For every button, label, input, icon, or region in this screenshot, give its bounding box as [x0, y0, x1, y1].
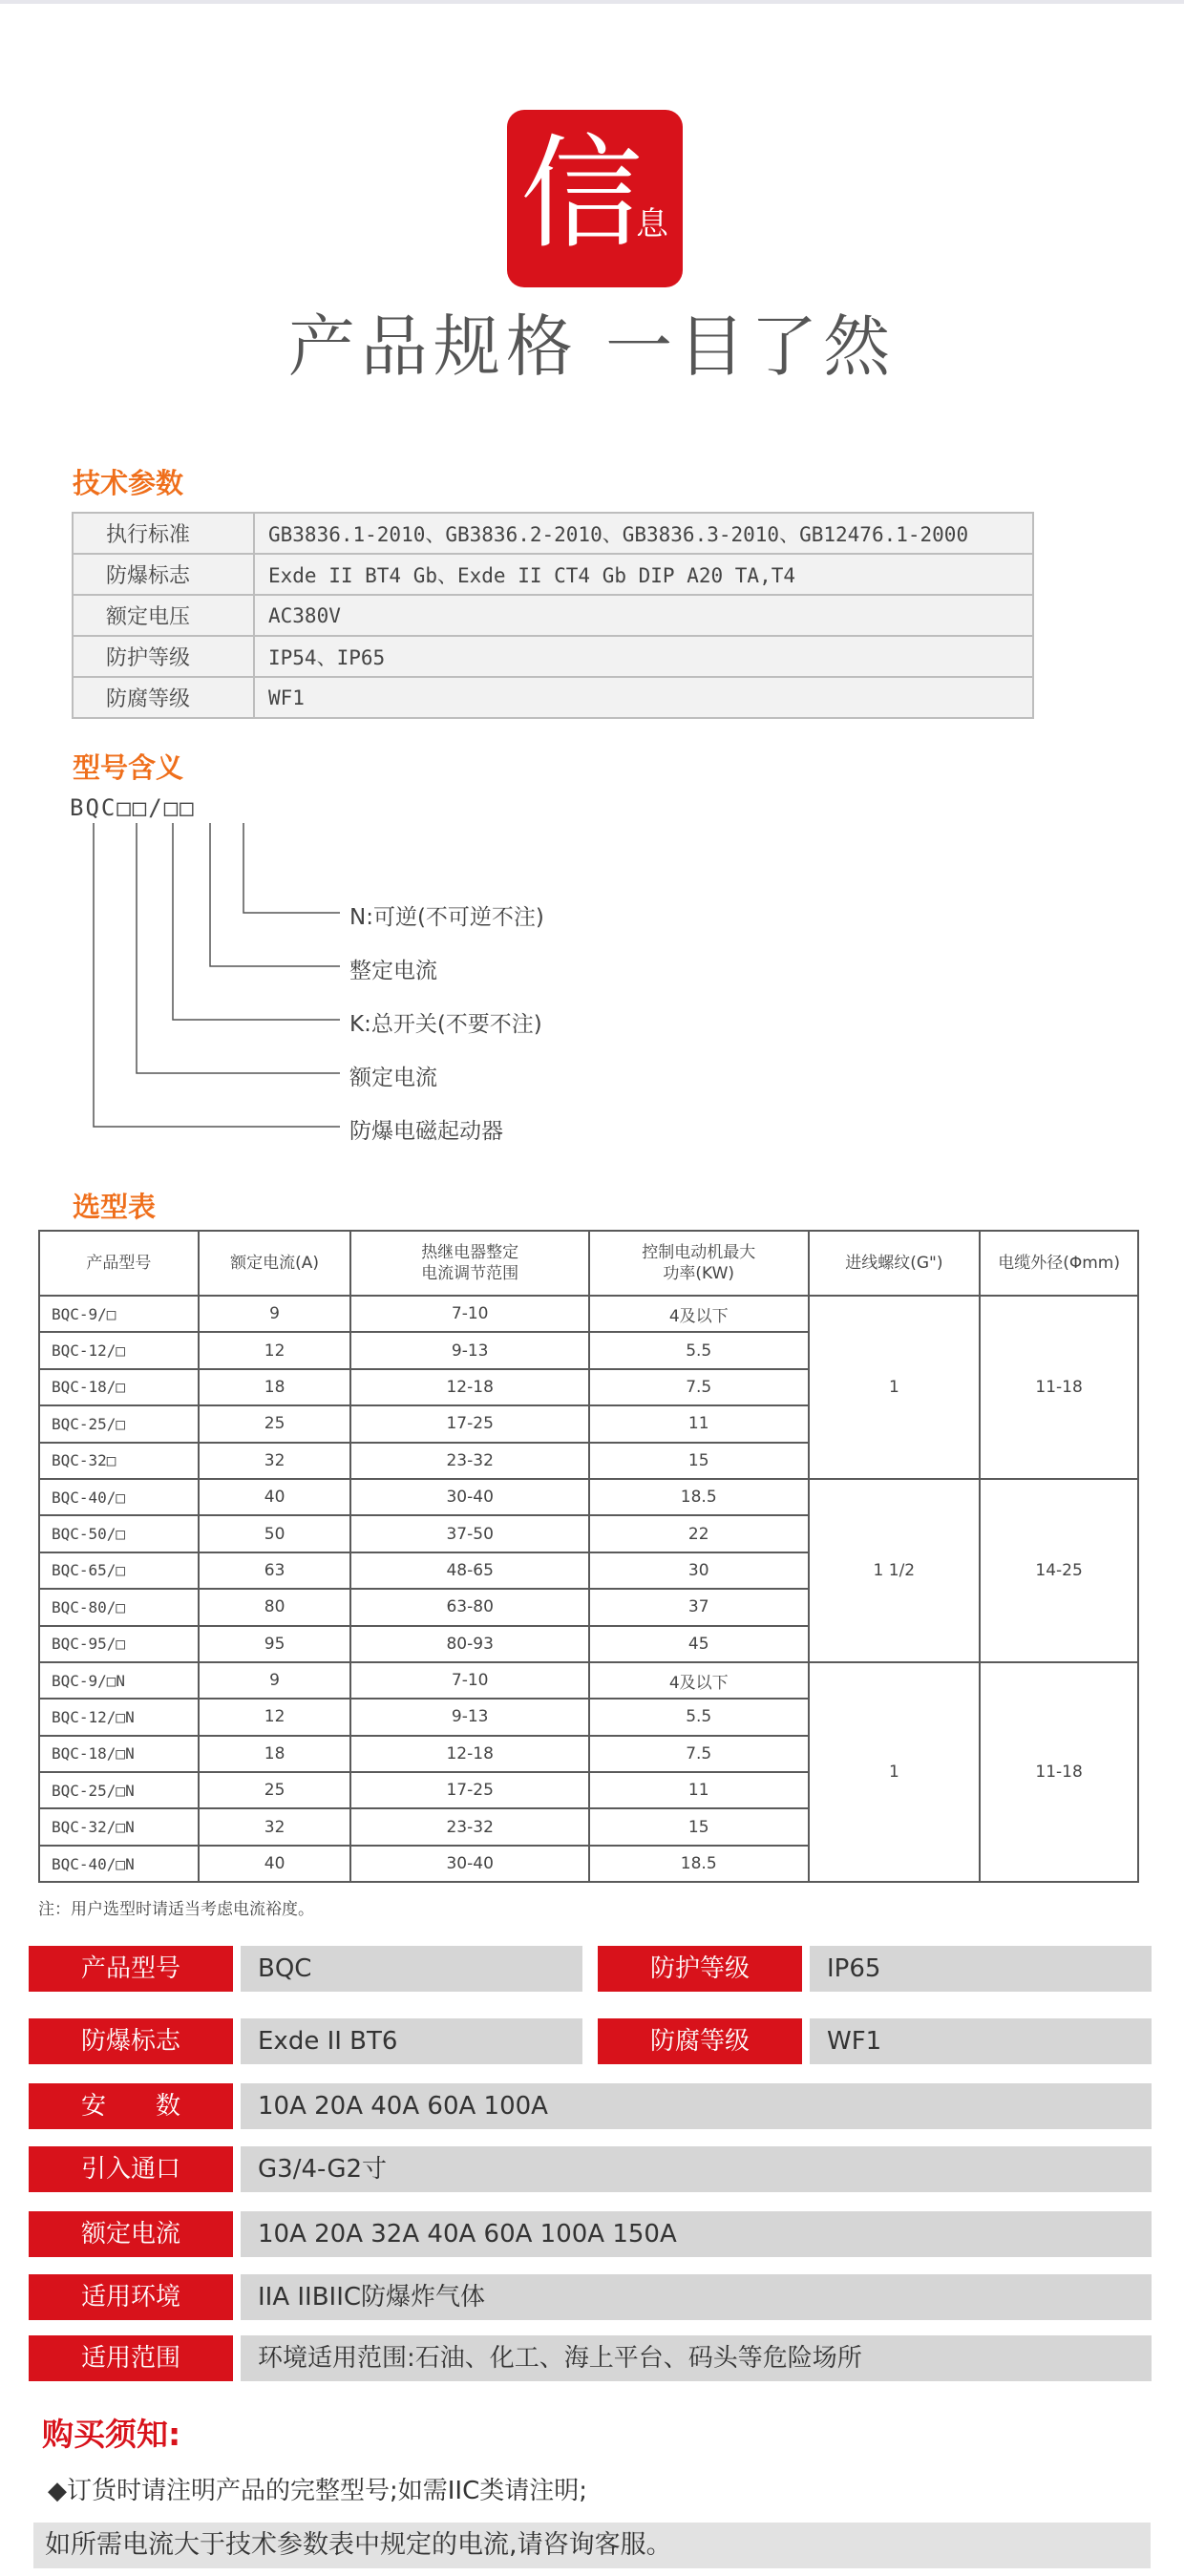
selection-note: 注：用户选型时请适当考虑电流裕度。: [38, 1900, 314, 1919]
power-cell: 4及以下: [589, 1296, 809, 1332]
range-cell: 48-65: [350, 1552, 589, 1589]
purchase-notes-title: 购买须知:: [42, 2416, 181, 2453]
power-cell: 22: [589, 1515, 809, 1552]
feature-label: 防腐等级: [598, 2018, 802, 2064]
selection-section-title: 选型表: [73, 1191, 157, 1223]
feature-value: G3/4-G2寸: [241, 2146, 1152, 2192]
model-section-title: 型号含义: [73, 751, 184, 784]
feature-row-ex-mark: [29, 2018, 582, 2064]
table-row: [39, 1662, 1138, 1699]
range-cell: 17-25: [350, 1772, 589, 1808]
power-cell: 11: [589, 1772, 809, 1808]
feature-value: IIA IIBIIC防爆炸气体: [241, 2274, 1152, 2320]
current-cell: 80: [199, 1589, 351, 1625]
feature-row-amps: [29, 2083, 1152, 2129]
feature-value: Exde II BT6: [241, 2018, 582, 2064]
power-cell: 45: [589, 1626, 809, 1662]
power-cell: 18.5: [589, 1846, 809, 1882]
model-cell: BQC-50/□: [39, 1515, 199, 1552]
range-cell: 63-80: [350, 1589, 589, 1625]
model-cell: BQC-32□: [39, 1443, 199, 1479]
feature-value: WF1: [810, 2018, 1152, 2064]
param-key: 执行标准: [73, 513, 254, 554]
range-cell: 23-32: [350, 1443, 589, 1479]
power-cell: 11: [589, 1405, 809, 1442]
model-label-k: K:总开关(不要不注): [349, 1012, 542, 1037]
table-row: [39, 1479, 1138, 1515]
range-cell: 37-50: [350, 1515, 589, 1552]
current-cell: 18: [199, 1736, 351, 1772]
range-cell: 30-40: [350, 1846, 589, 1882]
param-value: IP54、IP65: [254, 636, 1033, 677]
current-cell: 32: [199, 1808, 351, 1845]
feature-value: 环境适用范围:石油、化工、海上平台、码头等危险场所: [241, 2335, 1152, 2381]
model-cell: BQC-12/□: [39, 1332, 199, 1368]
power-cell: 15: [589, 1808, 809, 1845]
col-header: 电缆外径(Φmm): [980, 1231, 1138, 1296]
purchase-note-1: ◆订货时请注明产品的完整型号;如需IIC类请注明;: [48, 2477, 588, 2505]
current-cell: 32: [199, 1443, 351, 1479]
thread-cell: 1: [809, 1296, 981, 1479]
current-cell: 9: [199, 1296, 351, 1332]
model-cell: BQC-18/□: [39, 1369, 199, 1405]
current-cell: 18: [199, 1369, 351, 1405]
model-diagram-lines: [0, 0, 1184, 1174]
power-cell: 4及以下: [589, 1662, 809, 1699]
line-rated-current: [137, 823, 340, 1073]
param-value: AC380V: [254, 595, 1033, 636]
model-cell: BQC-32/□N: [39, 1808, 199, 1845]
feature-label: 防护等级: [598, 1946, 802, 1992]
col-header: 产品型号: [39, 1231, 199, 1296]
model-cell: BQC-80/□: [39, 1589, 199, 1625]
feature-label: 安 数: [29, 2083, 233, 2129]
current-cell: 50: [199, 1515, 351, 1552]
current-cell: 9: [199, 1662, 351, 1699]
power-cell: 5.5: [589, 1332, 809, 1368]
current-cell: 25: [199, 1405, 351, 1442]
power-cell: 37: [589, 1589, 809, 1625]
model-cell: BQC-18/□N: [39, 1736, 199, 1772]
param-key: 防爆标志: [73, 554, 254, 595]
range-cell: 7-10: [350, 1296, 589, 1332]
feature-row-rated-current: [29, 2211, 1152, 2257]
param-value: GB3836.1-2010、GB3836.2-2010、GB3836.3-2010、GB12476.1-2000: [254, 513, 1033, 554]
model-code: BQC□□/□□: [70, 794, 196, 821]
model-cell: BQC-95/□: [39, 1626, 199, 1662]
power-cell: 7.5: [589, 1736, 809, 1772]
range-cell: 7-10: [350, 1662, 589, 1699]
line-starter: [94, 823, 340, 1127]
param-key: 防腐等级: [73, 677, 254, 718]
model-cell: BQC-12/□N: [39, 1699, 199, 1735]
col-header: 额定电流(A): [199, 1231, 351, 1296]
range-cell: 80-93: [350, 1626, 589, 1662]
cable-cell: 11-18: [980, 1662, 1138, 1882]
logo-big-char: 信: [520, 123, 644, 265]
power-cell: 15: [589, 1443, 809, 1479]
table-header-row: [39, 1231, 1138, 1296]
current-cell: 12: [199, 1699, 351, 1735]
col-header: 控制电动机最大 功率(KW): [589, 1231, 809, 1296]
model-cell: BQC-25/□: [39, 1405, 199, 1442]
range-cell: 12-18: [350, 1369, 589, 1405]
current-cell: 25: [199, 1772, 351, 1808]
feature-value: 10A 20A 32A 40A 60A 100A 150A: [241, 2211, 1152, 2257]
power-cell: 18.5: [589, 1479, 809, 1515]
model-cell: BQC-65/□: [39, 1552, 199, 1589]
model-cell: BQC-40/□N: [39, 1846, 199, 1882]
cable-cell: 11-18: [980, 1296, 1138, 1479]
purchase-note-2: 如所需电流大于技术参数表中规定的电流,请咨询客服。: [33, 2523, 1151, 2568]
power-cell: 30: [589, 1552, 809, 1589]
param-key: 防护等级: [73, 636, 254, 677]
range-cell: 12-18: [350, 1736, 589, 1772]
feature-row-anticorrosion: [598, 2018, 1152, 2064]
thread-cell: 1 1/2: [809, 1479, 981, 1662]
table-row: [39, 1296, 1138, 1332]
model-cell: BQC-9/□N: [39, 1662, 199, 1699]
feature-value: BQC: [241, 1946, 582, 1992]
col-header: 热继电器整定 电流调节范围: [350, 1231, 589, 1296]
cable-cell: 14-25: [980, 1479, 1138, 1662]
line-n: [243, 823, 340, 913]
power-cell: 7.5: [589, 1369, 809, 1405]
range-cell: 23-32: [350, 1808, 589, 1845]
current-cell: 40: [199, 1846, 351, 1882]
range-cell: 9-13: [350, 1332, 589, 1368]
param-key: 额定电压: [73, 595, 254, 636]
line-k: [173, 823, 340, 1020]
current-cell: 95: [199, 1626, 351, 1662]
feature-row-environment: [29, 2274, 1152, 2320]
line-setting-current: [210, 823, 340, 966]
model-cell: BQC-25/□N: [39, 1772, 199, 1808]
model-label-setting-current: 整定电流: [349, 959, 437, 983]
col-header: 进线螺纹(G"): [809, 1231, 981, 1296]
feature-row-scope: [29, 2335, 1152, 2381]
feature-value: 10A 20A 40A 60A 100A: [241, 2083, 1152, 2129]
model-label-n: N:可逆(不可逆不注): [349, 905, 544, 930]
range-cell: 9-13: [350, 1699, 589, 1735]
model-cell: BQC-40/□: [39, 1479, 199, 1515]
thread-cell: 1: [809, 1662, 981, 1882]
logo-small-char: 息: [636, 205, 668, 243]
feature-label: 适用范围: [29, 2335, 233, 2381]
feature-row-model: [29, 1946, 582, 1992]
current-cell: 40: [199, 1479, 351, 1515]
page-headline: 产品规格 一目了然: [287, 307, 897, 386]
feature-label: 防爆标志: [29, 2018, 233, 2064]
selection-table: [38, 1230, 1139, 1883]
feature-label: 产品型号: [29, 1946, 233, 1992]
current-cell: 63: [199, 1552, 351, 1589]
feature-row-inlet: [29, 2146, 1152, 2192]
power-cell: 5.5: [589, 1699, 809, 1735]
feature-label: 引入通口: [29, 2146, 233, 2192]
range-cell: 17-25: [350, 1405, 589, 1442]
feature-label: 额定电流: [29, 2211, 233, 2257]
tech-section-title: 技术参数: [73, 467, 184, 499]
current-cell: 12: [199, 1332, 351, 1368]
feature-value: IP65: [810, 1946, 1152, 1992]
model-label-starter: 防爆电磁起动器: [349, 1119, 503, 1144]
model-cell: BQC-9/□: [39, 1296, 199, 1332]
feature-row-protection: [598, 1946, 1152, 1992]
param-value: WF1: [254, 677, 1033, 718]
model-label-rated-current: 额定电流: [349, 1066, 437, 1090]
range-cell: 30-40: [350, 1479, 589, 1515]
feature-label: 适用环境: [29, 2274, 233, 2320]
param-value: Exde II BT4 Gb、Exde II CT4 Gb DIP A20 TA,T4: [254, 554, 1033, 595]
